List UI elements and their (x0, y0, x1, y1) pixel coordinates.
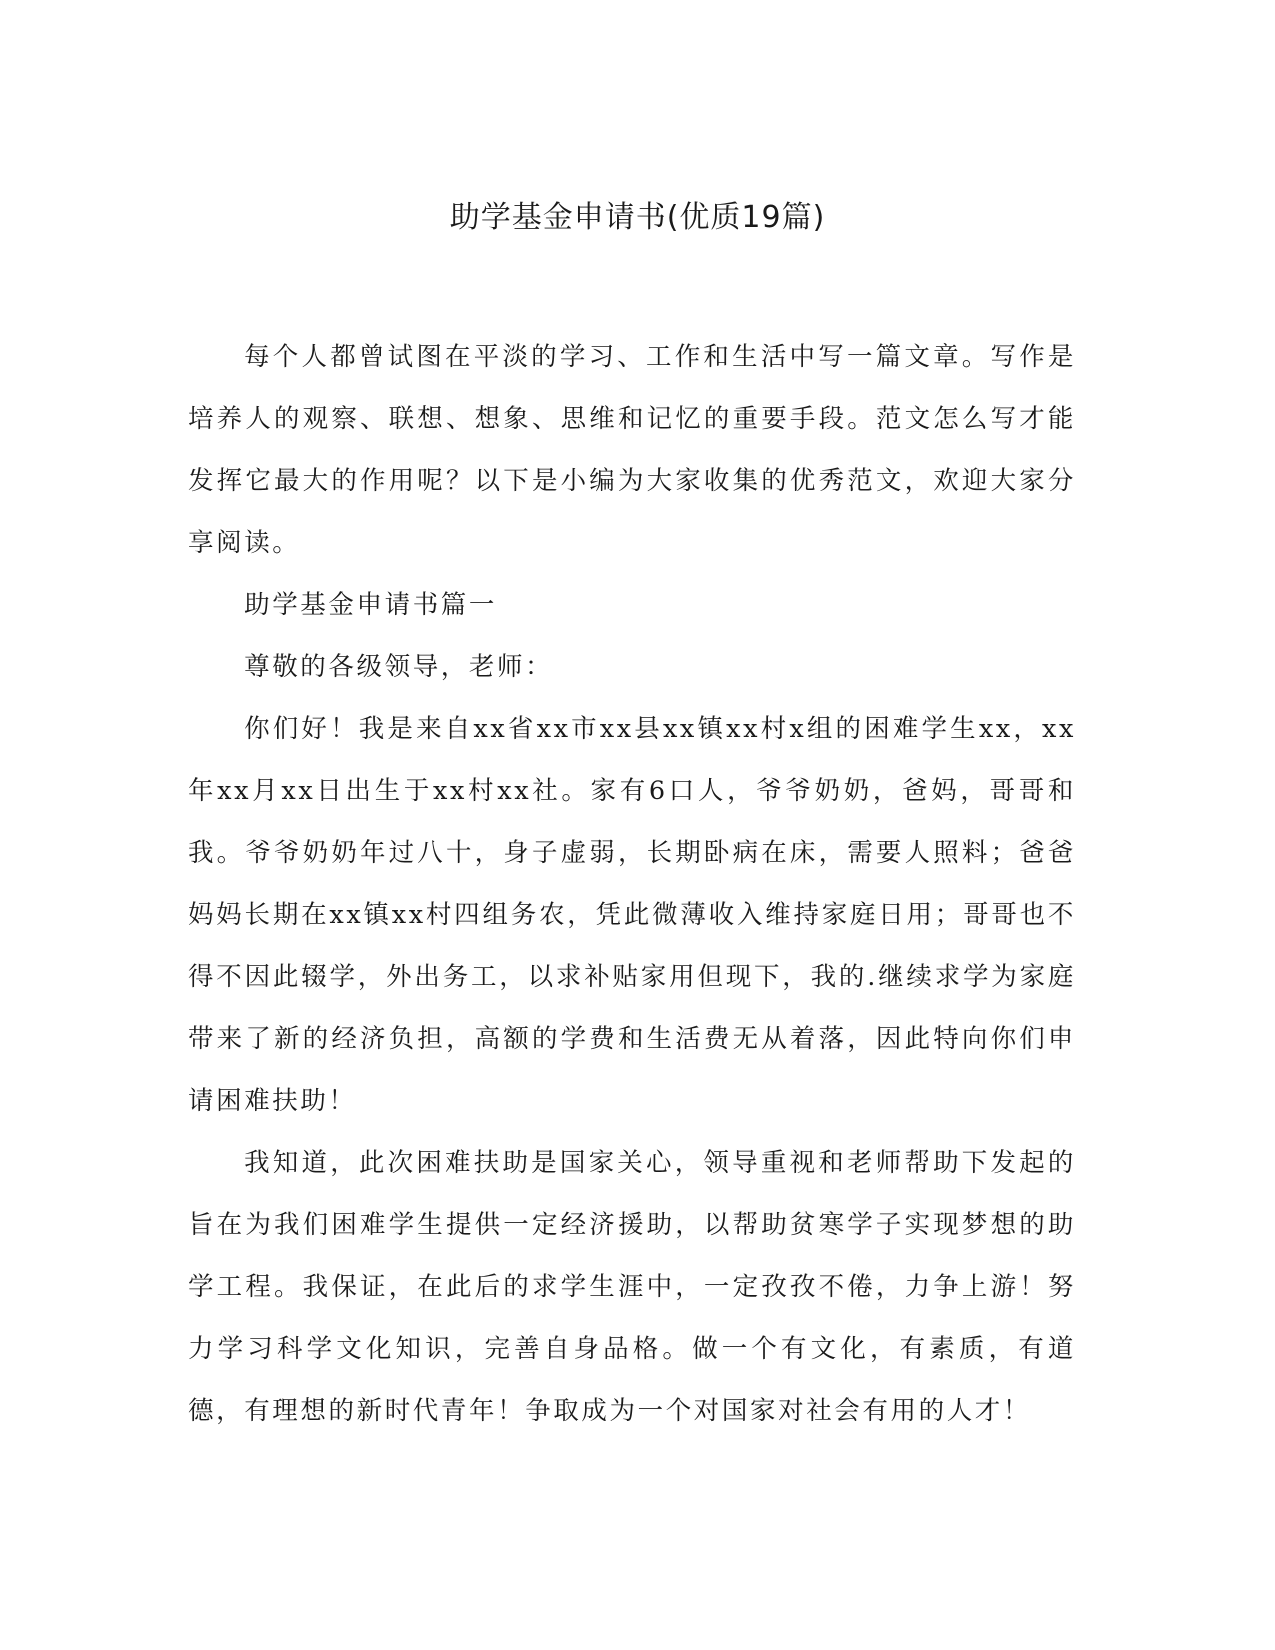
document-body (188, 326, 1076, 1442)
intro-paragraph: 每个人都曾试图在平淡的学习、工作和生活中写一篇文章。写作是培养人的观察、联想、想象、思维和记忆的重要手段。范文怎么写才能发挥它最大的作用呢？以下是小编为大家收集的优秀范文，欢迎大家分享阅读。 (188, 342, 1076, 558)
body-paragraph: 我知道，此次困难扶助是国家关心，领导重视和老师帮助下发起的旨在为我们困难学生提供一定经济援助，以帮助贫寒学子实现梦想的助学工程。我保证，在此后的求学生涯中，一定孜孜不倦，力争上游！努力学习科学文化知识，完善自身品格。做一个有文化，有素质，有道德，有理想的新时代青年！争取成为一个对国家对社会有用的人才！ (188, 1148, 1076, 1426)
salutation: 尊敬的各级领导，老师： (244, 652, 554, 682)
body-paragraph: 你们好！我是来自xx省xx市xx县xx镇xx村x组的困难学生xx，xx年xx月xx日出生于xx村xx社。家有6口人，爷爷奶奶，爸妈，哥哥和我。爷爷奶奶年过八十，身子虚弱，长期卧病在床，需要人照料；爸爸妈妈长期在xx镇xx村四组务农，凭此微薄收入维持家庭日用；哥哥也不得不因此辍学，外出务工，以求补贴家用但现下，我的.继续求学为家庭带来了新的经济负担，高额的学费和生活费无从着落，因此特向你们申请困难扶助！ (188, 714, 1076, 1116)
section-heading: 助学基金申请书篇一 (244, 590, 497, 620)
document-title: 助学基金申请书(优质19篇) (449, 200, 826, 235)
